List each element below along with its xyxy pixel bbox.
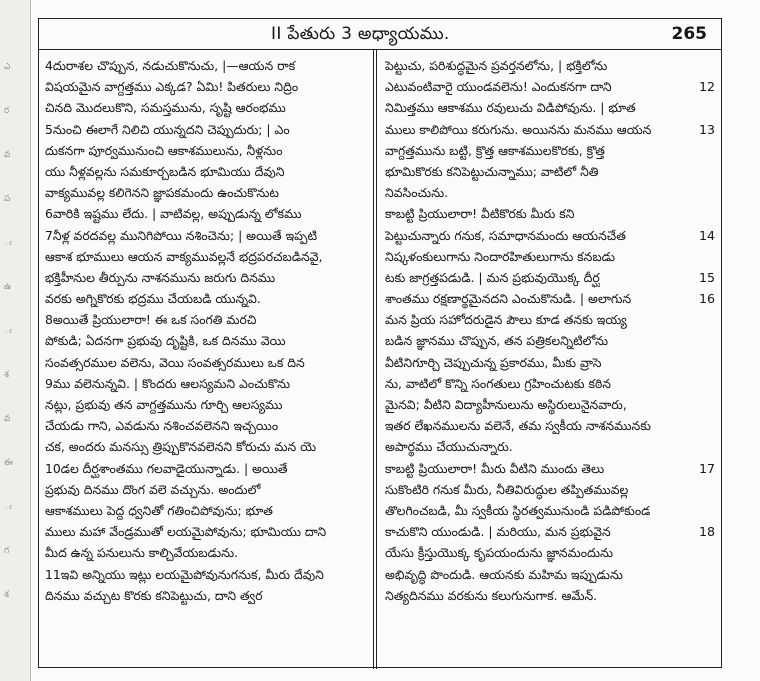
text-line [385,97,715,118]
margin-glyph: శ [4,370,9,380]
verse-text: మీద ఉన్న పనులును కాల్చివేయబడును. [45,545,239,561]
verse-number: 11 [45,566,61,582]
verse-text: ఆకాశములు పెద్ద ధ్వనితో గతించిపోవును; భూత [45,502,273,518]
verse-text: అపార్థము చేయుచున్నారు. [385,439,513,455]
verse-number: 6 [45,206,53,222]
verse-text: కాబట్టి ప్రియులారా! వీటికొరకు మీరు కని [385,206,575,222]
text-line [385,564,715,585]
text-line [385,458,715,479]
verse-text: నివసించును. [385,185,449,201]
text-line [45,585,367,606]
text-line [45,203,367,224]
verse-text: నీళ్ల వరదవల్ల మునిగిపోయి నశించెను; | అయితే ఇప్పటి [52,227,318,243]
text-line [45,140,367,161]
verse-text: చక, అందరు మనస్సు త్రిప్పుకొనవలెనని కోరుచు మన యె [45,439,317,455]
verse-text: యు నీళ్లవల్లను సమకూర్చబడిన భూమియు దేవుని [45,163,285,179]
margin-glyph: గ [4,546,10,556]
verse-number: 5 [45,121,53,137]
text-line [45,352,367,373]
facing-page-margin [0,0,31,681]
text-line [385,542,715,563]
text-line [45,542,367,563]
verse-text: దినము వచ్చుట కొరకు కనిపెట్టుచు, దాని త్వర [45,587,263,603]
verse-text: ఇవి అన్నియు ఇట్లు లయమైపోవునుగనుక, మీరు దేవుని [60,566,324,582]
verse-text: సంవత్సరముల వలెను, వెయి సంవత్సరములు ఒక దిన [45,354,305,370]
verse-text: ను, వాటిలో కొన్ని సంగతులు గ్రహించుటకు కఠిన [385,375,612,391]
verse-text: యేసు క్రీస్తుయొక్క కృపయందును జ్ఞానమందును [385,545,614,561]
verse-number: 15 [698,269,715,285]
verse-text: పోకుడి; ఏదనగా ప్రభువు దృష్టికి, ఒక దినము వెయి [45,333,286,349]
text-line [45,76,367,97]
column-divider [373,49,377,669]
text-line [385,352,715,373]
text-line [45,394,367,415]
verse-number: 10 [45,460,61,476]
text-line [45,500,367,521]
verse-text: భూమికొరకు కనిపెట్టుచున్నాము; వాటిలో నీతి [385,163,599,179]
verse-text: మన ప్రియ సహోదరుడైన పౌలు కూడ తనకు ఇయ్య [385,312,627,328]
text-line [45,309,367,330]
margin-glyph: ఁ [4,502,12,512]
text-line [45,246,367,267]
verse-text: పెట్టుచు, పరిశుద్ధమైన ప్రవర్తనలోను, | భక్తిలోను [385,58,608,73]
verse-text: ఆకాశ భూములు ఆయన వాక్యమువల్లనే భద్రపరచబడినవై, [45,248,323,264]
verse-text: దుకనగా పూర్వమునుంచి ఆకాశములును, నీళ్లనుం [45,142,283,158]
verse-text: సుకొంటిరి గనుక మీరు, నీతివిరుద్ధుల తప్పితమువల్ల [385,481,629,497]
margin-glyph: ఁ [4,326,12,336]
verse-text: నట్లు, ప్రభువు తన వాగ్దత్తమును గూర్చి ఆలస్యము [45,397,283,412]
verse-text: బడిన జ్ఞానము చొప్పున, తన పత్రికలన్నిటిలోను [385,333,609,349]
verse-number: 7 [45,227,53,243]
verse-text: విషయమైన వాగ్దత్తము ఎక్కడ? ఏమి! పితరులు నిద్రిం [45,79,299,95]
verse-number: 16 [698,291,715,307]
verse-text: టకు జాగ్రత్తపడుడి. | మన ప్రభువుయొక్క దీర్ఘ [385,269,600,285]
text-line [45,182,367,203]
verse-text: వరకు అగ్నికొరకు భద్రము చేయబడి యున్నవి. [45,291,261,307]
text-line [45,479,367,500]
verse-text: డల దీర్ఘశాంతము గలవాడైయున్నాడు. | అయితే [60,460,288,476]
verse-text: అభివృద్ధి పొందుడి. ఆయనకు మహిమ ఇప్పుడును [385,566,623,582]
text-line [45,458,367,479]
verse-number: 8 [45,312,53,328]
verse-text: శాంతము రక్షణార్థమైనదని ఎంచుకొనుడి. | అలాగున [385,291,632,307]
verse-text: నుంచి ఈలాగే నిలిచి యున్నదని చెప్పుదురు; | ఎం [52,121,290,137]
verse-text: చినది మొదలుకొని, సమస్తమును, సృష్టి ఆరంభము [45,100,286,116]
text-line [385,140,715,161]
text-line [385,161,715,182]
verse-number: 13 [698,121,715,137]
text-line [45,564,367,585]
margin-glyph: శ [4,590,9,600]
scripture-page [38,18,722,668]
text-line [45,119,367,140]
verse-text: ము వలెనున్నవి. | కొందరు ఆలస్యమని ఎంచుకొను [52,375,291,391]
verse-text: వాగ్దత్తమును బట్టి, క్రొత్త ఆకాశములకొరకు, క్రొత్త [385,142,605,158]
text-line [385,119,715,140]
margin-glyph: వ [4,150,11,160]
verse-text: కాబట్టి ప్రియులారా! మీరు వీటిని ముందు తెలు [385,460,605,476]
text-line [385,479,715,500]
verse-number: 17 [698,460,715,476]
text-line [385,415,715,436]
verse-text: తొలగించబడి, మీ స్వకీయ స్థిరత్వమునుండి పడిపోకుండ [385,502,651,518]
margin-glyph: వ [4,414,11,424]
text-line [45,97,367,118]
margin-glyph: ఁ [4,238,12,248]
text-line [385,246,715,267]
text-line [45,330,367,351]
text-line [385,500,715,521]
verse-text: ములు కాలిపోయి కరుగును. అయినను మనము ఆయన [385,121,652,137]
text-line [385,436,715,457]
page-header [39,19,721,50]
margin-glyph: ర [4,106,10,116]
margin-glyph: ఈ [4,458,13,468]
text-line [385,309,715,330]
verse-text: దురాశల చొప్పున, నడుచుకొనుచు, |—ఆయన రాక [52,58,296,73]
text-line [45,373,367,394]
verse-text: నిమిత్తము ఆకాశము రవులుచు విడిపోవును. | భూత [385,100,636,116]
margin-glyph: ప [4,194,11,204]
text-line [385,288,715,309]
verse-text: వారికి ఇష్టము లేదు. | వాటివల్ల, అప్పుడున్న లోకము [52,206,302,222]
chapter-title: II పేతురు 3 అధ్యాయము. [271,24,450,44]
text-line [385,203,715,224]
verse-number: 4 [45,58,53,73]
verse-number: 18 [698,524,715,540]
text-line [45,415,367,436]
page-number: 265 [671,24,707,44]
verse-text: ఎటువంటివారై యుండవలెను! ఎందుకనగా దాని [385,79,612,95]
verse-text: కాచుకొని యుండుడి. | మరియు, మన ప్రభువైన [385,524,611,540]
margin-glyph: ఉ [4,282,12,292]
text-line [385,394,715,415]
margin-glyph: ఎ [4,62,11,72]
text-line [45,55,367,76]
verse-number: 9 [45,375,53,391]
verse-text: భక్తిహీనుల తీర్పును నాశనమును జరుగు దినము [45,269,276,285]
verse-text: నిష్కళంకులుగాను నిందారహితులుగాను కనబడు [385,248,616,264]
text-line [45,267,367,288]
text-line [385,585,715,606]
verse-text: నిత్యదినము వరకును కలుగునుగాక. ఆమేన్. [385,587,598,603]
verse-text: ములు మహా వేండ్రముతో లయమైపోవును; భూమియు దాని [45,524,327,540]
text-line [45,521,367,542]
text-line [45,288,367,309]
verse-text: వాక్యమువల్ల కలిగెనని జ్ఞాపకమందు ఉంచుకొనుట [45,185,279,201]
verse-text: ఇతర లేఖనములను వలెనే, తమ స్వకీయ నాశనమునకు [385,418,651,434]
text-line [385,330,715,351]
verse-text: మైనవి; వీటిని విద్యాహీనులును అస్థిరులునైనవారు, [385,397,627,412]
verse-number: 12 [698,79,715,95]
text-line [385,267,715,288]
text-line [385,76,715,97]
text-line [385,55,715,76]
text-line [385,521,715,542]
text-line [385,373,715,394]
text-line [45,161,367,182]
text-line [45,225,367,246]
right-column [385,55,715,606]
verse-text: అయితే ప్రియులారా! ఈ ఒక సంగతి మరచి [52,312,257,328]
text-line [385,225,715,246]
text-line [385,182,715,203]
verse-text: ప్రభువు దినము దొంగ వలె వచ్చును. అందులో [45,481,261,497]
verse-number: 14 [698,227,715,243]
verse-text: పెట్టుచున్నారు గనుక, సమాధానమందు ఆయనచేత [385,227,626,243]
verse-text: వీటినిగూర్చి చెప్పుచున్న ప్రకారము, మీకు వ్రాసె [385,354,602,370]
left-column [45,55,367,606]
verse-text: చేయడు గాని, ఎవడును నశించవలెనని ఇచ్చయిం [45,418,279,434]
text-line [45,436,367,457]
